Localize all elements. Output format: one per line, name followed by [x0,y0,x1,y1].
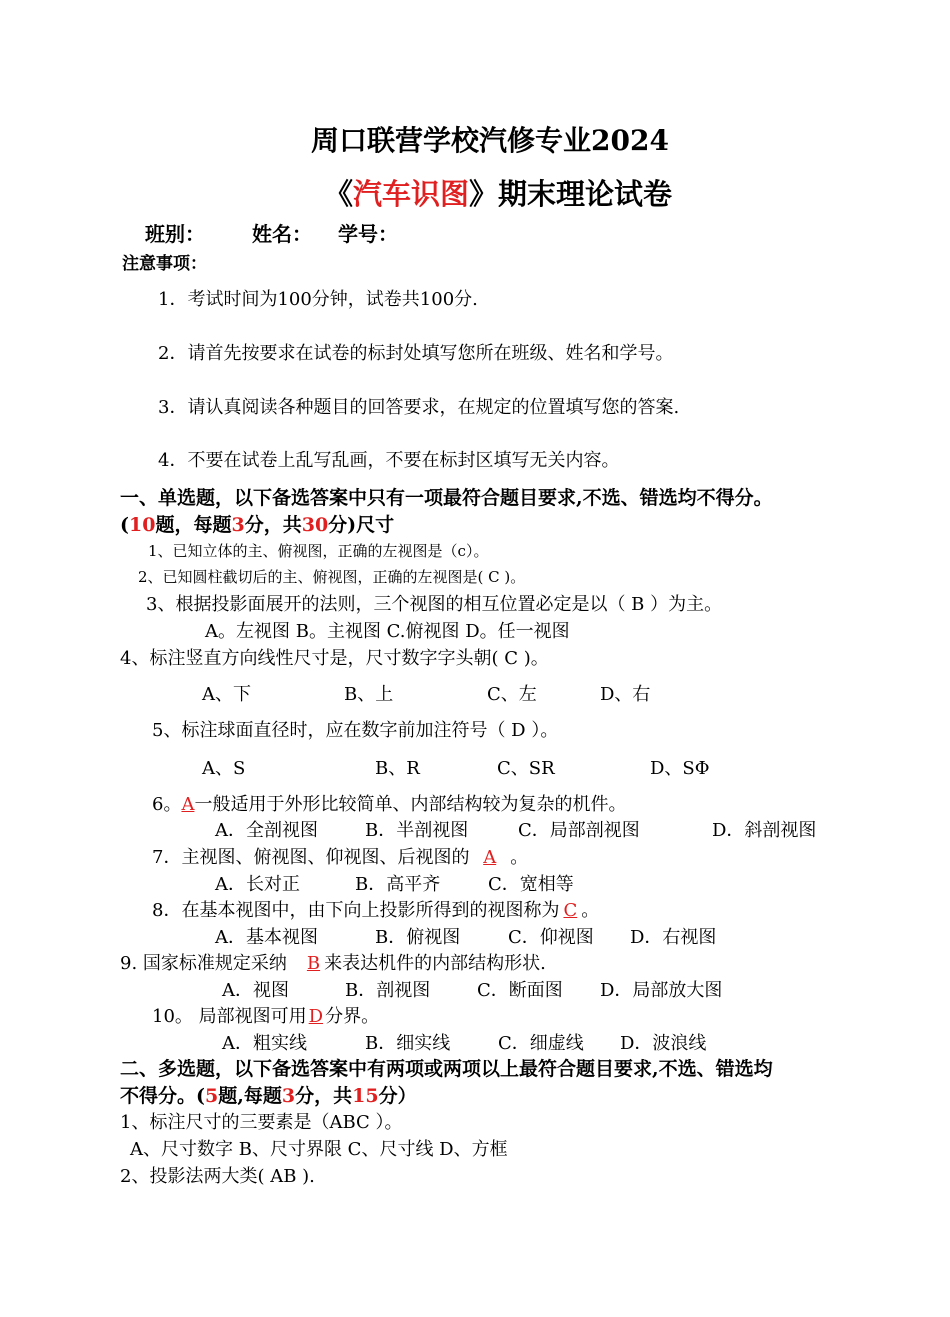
exam-title-line2 [0,177,950,211]
answer-blank: B [306,953,321,974]
s1-question-10 [152,1008,379,1026]
title-open-bracket: 《 [323,177,353,211]
text: 分，共 [244,514,302,536]
exam-title-line1: 周口联营学校汽修专业2024 [311,124,669,157]
s1-q7-option: B．高平齐 [355,874,441,895]
s1-q10-option: D．波浪线 [620,1033,707,1054]
s1-question-7 [152,849,528,867]
s1-q8-option: A．基本视图 [215,927,318,948]
answer-blank: A [483,847,497,868]
class-field-label: 班别： [145,222,205,246]
note-item: 2．请首先按要求在试卷的标封处填写您所在班级、姓名和学号。 [158,343,674,364]
answer-blank: A [181,794,195,815]
section2-heading: 二、多选题，以下备选答案中有两项或两项以上最符合题目要求,不选、错选均 [120,1058,773,1080]
s1-q5-option: B、R [375,758,420,779]
s1-q4-option: D、右 [600,684,651,705]
answer-blank: D [308,1006,324,1027]
s1-q8-option: D．右视图 [630,927,717,948]
s1-q8-option: C．仰视图 [508,927,594,948]
section2-subheading [120,1087,417,1106]
s1-q6-option: D．斜剖视图 [712,820,817,841]
s1-q9-option: B．剖视图 [345,980,431,1001]
s1-q4-option: A、下 [202,684,251,705]
s1-q10-option: B．细实线 [365,1033,451,1054]
question-text: 7．主视图、俯视图、仰视图、后视图的 [152,847,476,868]
text: 题，每题 [155,514,232,536]
s1-q6-option: C．局部剖视图 [518,820,640,841]
section1-subheading [120,516,394,535]
question-count: 5 [205,1085,219,1107]
s1-q6-option: B．半剖视图 [365,820,469,841]
s1-q9-option: C．断面图 [477,980,563,1001]
note-item: 1．考试时间为100分钟，试卷共100分. [158,289,478,310]
question-text: 来表达机件的内部结构形状. [324,953,546,974]
s1-question-5: 5、标注球面直径时，应在数字前加注符号（ D ）。 [152,720,559,741]
question-number: 6。 [152,794,182,815]
question-text: 9. 国家标准规定采纳 [120,953,287,974]
s1-q10-option: C．细虚线 [498,1033,584,1054]
s1-q4-option: B、上 [344,684,394,705]
s2-question-2: 2、投影法两大类( AB ). [120,1166,315,1187]
name-field-label: 姓名： [252,222,312,246]
s1-question-4: 4、标注竖直方向线性尺寸是，尺寸数字字头朝( C )。 [120,648,549,669]
s1-q8-option: B．俯视图 [375,927,461,948]
s1-q10-option: A．粗实线 [222,1033,307,1054]
paren: ( [120,514,129,536]
s1-question-2: 2、已知圆柱截切后的主、俯视图，正确的左视图是( C )。 [138,568,526,586]
student-id-field-label: 学号： [338,222,398,246]
text: 分)尺寸 [328,514,395,536]
s1-question-6 [152,796,626,814]
s1-question-1: 1、已知立体的主、俯视图，正确的左视图是（c）。 [148,542,489,560]
s1-q7-option: C．宽相等 [488,874,574,895]
s1-q4-option: C、左 [487,684,537,705]
note-item: 4．不要在试卷上乱写乱画，不要在标封区填写无关内容。 [158,450,620,471]
s1-q9-option: A．视图 [222,980,289,1001]
section1-heading: 一、单选题，以下备选答案中只有一项最符合题目要求,不选、错选均不得分。 [120,487,773,509]
question-text: 8．在基本视图中，由下向上投影所得到的视图称为 [152,900,560,921]
text: 分，共 [295,1085,353,1107]
s1-q5-option: A、S [202,758,246,779]
question-text: 分界。 [325,1006,380,1027]
text: 不得分。( [120,1085,205,1107]
title-close: 》期末理论试卷 [469,177,673,211]
s1-q5-option: C、SR [497,758,555,779]
points-total: 15 [352,1085,379,1107]
s1-q6-option: A．全剖视图 [215,820,318,841]
text: 题,每题 [218,1085,282,1107]
s2-question-1-options: A、尺寸数字 B、尺寸界限 C、尺寸线 D、方框 [130,1139,508,1160]
s1-question-3-options: A。左视图 B。主视图 C.俯视图 D。任一视图 [205,621,570,642]
s2-question-1: 1、标注尺寸的三要素是（ABC ）。 [120,1112,403,1133]
note-item: 3．请认真阅读各种题目的回答要求，在规定的位置填写您的答案. [158,397,680,418]
answer-blank: C [563,900,578,921]
s1-question-9 [120,955,546,973]
s1-q5-option: D、SΦ [650,758,710,779]
question-count: 10 [129,514,156,536]
question-text: 一般适用于外形比较简单、内部结构较为复杂的机件。 [194,794,627,815]
notes-heading: 注意事项： [122,254,207,274]
points-each: 3 [231,514,245,536]
course-name: 汽车识图 [352,177,469,211]
s1-question-8 [152,902,599,920]
s1-question-3: 3、根据投影面展开的法则，三个视图的相互位置必定是以（ B ）为主。 [146,594,723,615]
question-text: 。 [581,900,600,921]
s1-q7-option: A．长对正 [215,874,300,895]
question-text: 。 [510,847,529,868]
points-total: 30 [301,514,329,536]
s1-q9-option: D．局部放大图 [600,980,723,1001]
points-each: 3 [281,1085,296,1107]
text: 分） [378,1085,417,1107]
question-text: 10。 局部视图可用 [152,1006,307,1027]
